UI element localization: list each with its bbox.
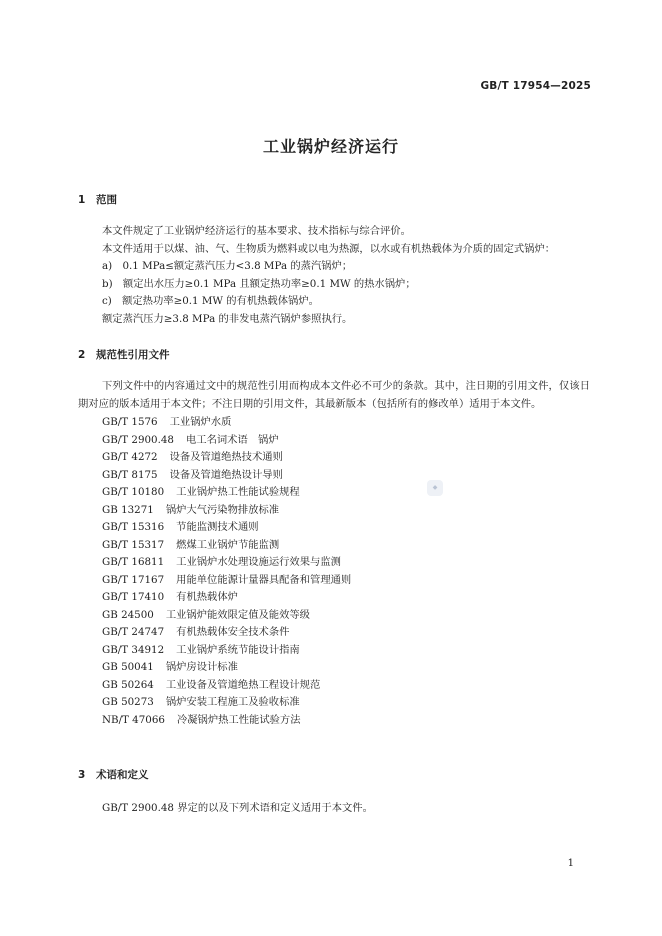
reference-title: 工业锅炉水质	[169, 416, 232, 428]
reference-title: 工业锅炉水处理设施运行效果与监测	[176, 556, 341, 568]
section-2-body	[78, 378, 590, 729]
reference-code: GB/T 8175	[102, 468, 158, 481]
reference-code: GB/T 24747	[102, 626, 165, 638]
reference-list	[78, 414, 590, 729]
document-title: 工业锅炉经济运行	[262, 137, 399, 156]
paragraph: GB/T 2900.48 界定的以及下列术语和定义适用于本文件。	[102, 802, 373, 814]
reference-code: GB/T 15317	[102, 538, 165, 551]
reference-item	[78, 659, 590, 677]
section-title: 规范性引用文件	[96, 349, 170, 361]
section-title: 术语和定义	[96, 769, 149, 781]
reference-title: 设备及管道绝热技术通则	[169, 451, 283, 463]
reference-code: GB 24500	[102, 608, 154, 621]
reference-title: 设备及管道绝热设计导则	[169, 468, 283, 481]
reference-item	[78, 554, 590, 572]
reference-item	[78, 589, 590, 607]
section-1-body	[78, 223, 590, 328]
section-number: 3	[78, 769, 86, 781]
watermark-icon: ◆	[427, 480, 443, 496]
reference-title: 工业设备及管道绝热工程设计规范	[165, 678, 321, 691]
paragraph: 本文件规定了工业锅炉经济运行的基本要求、技术指标与综合评价。	[102, 225, 411, 237]
reference-title: 节能监测技术通则	[176, 521, 259, 533]
reference-title: 工业锅炉热工性能试验规程	[176, 486, 300, 498]
reference-code: GB/T 10180	[102, 486, 165, 498]
reference-item	[78, 537, 590, 555]
paragraph: 额定蒸汽压力≥3.8 MPa 的非发电蒸汽锅炉参照执行。	[102, 312, 353, 325]
reference-code: GB 50264	[102, 678, 154, 691]
page-number: 1	[567, 858, 574, 869]
reference-code: GB 50273	[102, 696, 154, 708]
reference-title: 用能单位能源计量器具配备和管理通则	[176, 573, 352, 586]
section-3-body	[78, 800, 590, 818]
reference-item	[78, 694, 590, 712]
reference-code: GB 13271	[102, 503, 154, 516]
section-2-heading	[78, 347, 170, 362]
section-1-heading	[78, 192, 117, 207]
reference-item	[78, 712, 590, 730]
reference-item	[78, 484, 590, 502]
reference-title: 锅炉安装工程施工及验收标准	[165, 696, 300, 708]
reference-title: 锅炉大气污染物排放标准	[165, 503, 280, 516]
section-3-heading	[78, 767, 149, 782]
list-item: b) 额定出水压力≥0.1 MPa 且额定热功率≥0.1 MW 的热水锅炉；	[102, 277, 416, 290]
reference-item	[78, 502, 590, 520]
reference-item	[78, 414, 590, 432]
intro-paragraph: 下列文件中的内容通过文中的规范性引用而构成本文件必不可少的条款。其中，注日期的引用文件，仅该日期对应的版本适用于本文件；不注日期的引用文件，其最新版本（包括所有的修改单）适用于本文件。	[78, 380, 590, 410]
list-item: c) 额定热功率≥0.1 MW 的有机热载体锅炉。	[102, 295, 319, 307]
reference-code: NB/T 47066	[102, 713, 165, 726]
reference-title: 锅炉房设计标准	[165, 661, 238, 673]
reference-code: GB/T 15316	[102, 521, 165, 533]
reference-title: 工业锅炉能效限定值及能效等级	[165, 608, 310, 621]
reference-code: GB/T 17410	[102, 591, 165, 603]
reference-code: GB/T 34912	[102, 643, 165, 656]
section-number: 1	[78, 194, 86, 206]
reference-title: 工业锅炉系统节能设计指南	[176, 643, 300, 656]
reference-item	[78, 572, 590, 590]
reference-code: GB/T 1576	[102, 416, 158, 428]
reference-item	[78, 677, 590, 695]
reference-code: GB 50041	[102, 661, 154, 673]
reference-title: 有机热载体炉	[176, 591, 238, 603]
reference-title: 电工名词术语 锅炉	[185, 433, 279, 446]
reference-code: GB/T 17167	[102, 573, 165, 586]
reference-title: 有机热载体安全技术条件	[176, 626, 290, 638]
reference-title: 冷凝锅炉热工性能试验方法	[176, 713, 301, 726]
paragraph: 本文件适用于以煤、油、气、生物质为燃料或以电为热源，以水或有机热载体为介质的固定式锅炉：	[102, 242, 556, 255]
reference-item	[78, 449, 590, 467]
reference-item	[78, 624, 590, 642]
reference-item	[78, 642, 590, 660]
list-item: a) 0.1 MPa≤额定蒸汽压力<3.8 MPa 的蒸汽锅炉；	[102, 260, 353, 272]
section-title: 范围	[96, 194, 117, 206]
reference-item	[78, 432, 590, 450]
reference-title: 燃煤工业锅炉节能监测	[176, 538, 280, 551]
reference-code: GB/T 16811	[102, 556, 165, 568]
reference-item	[78, 607, 590, 625]
reference-item	[78, 519, 590, 537]
reference-item	[78, 467, 590, 485]
section-number: 2	[78, 349, 86, 361]
reference-code: GB/T 2900.48	[102, 433, 174, 446]
reference-code: GB/T 4272	[102, 451, 158, 463]
standard-number: GB/T 17954—2025	[480, 80, 591, 92]
